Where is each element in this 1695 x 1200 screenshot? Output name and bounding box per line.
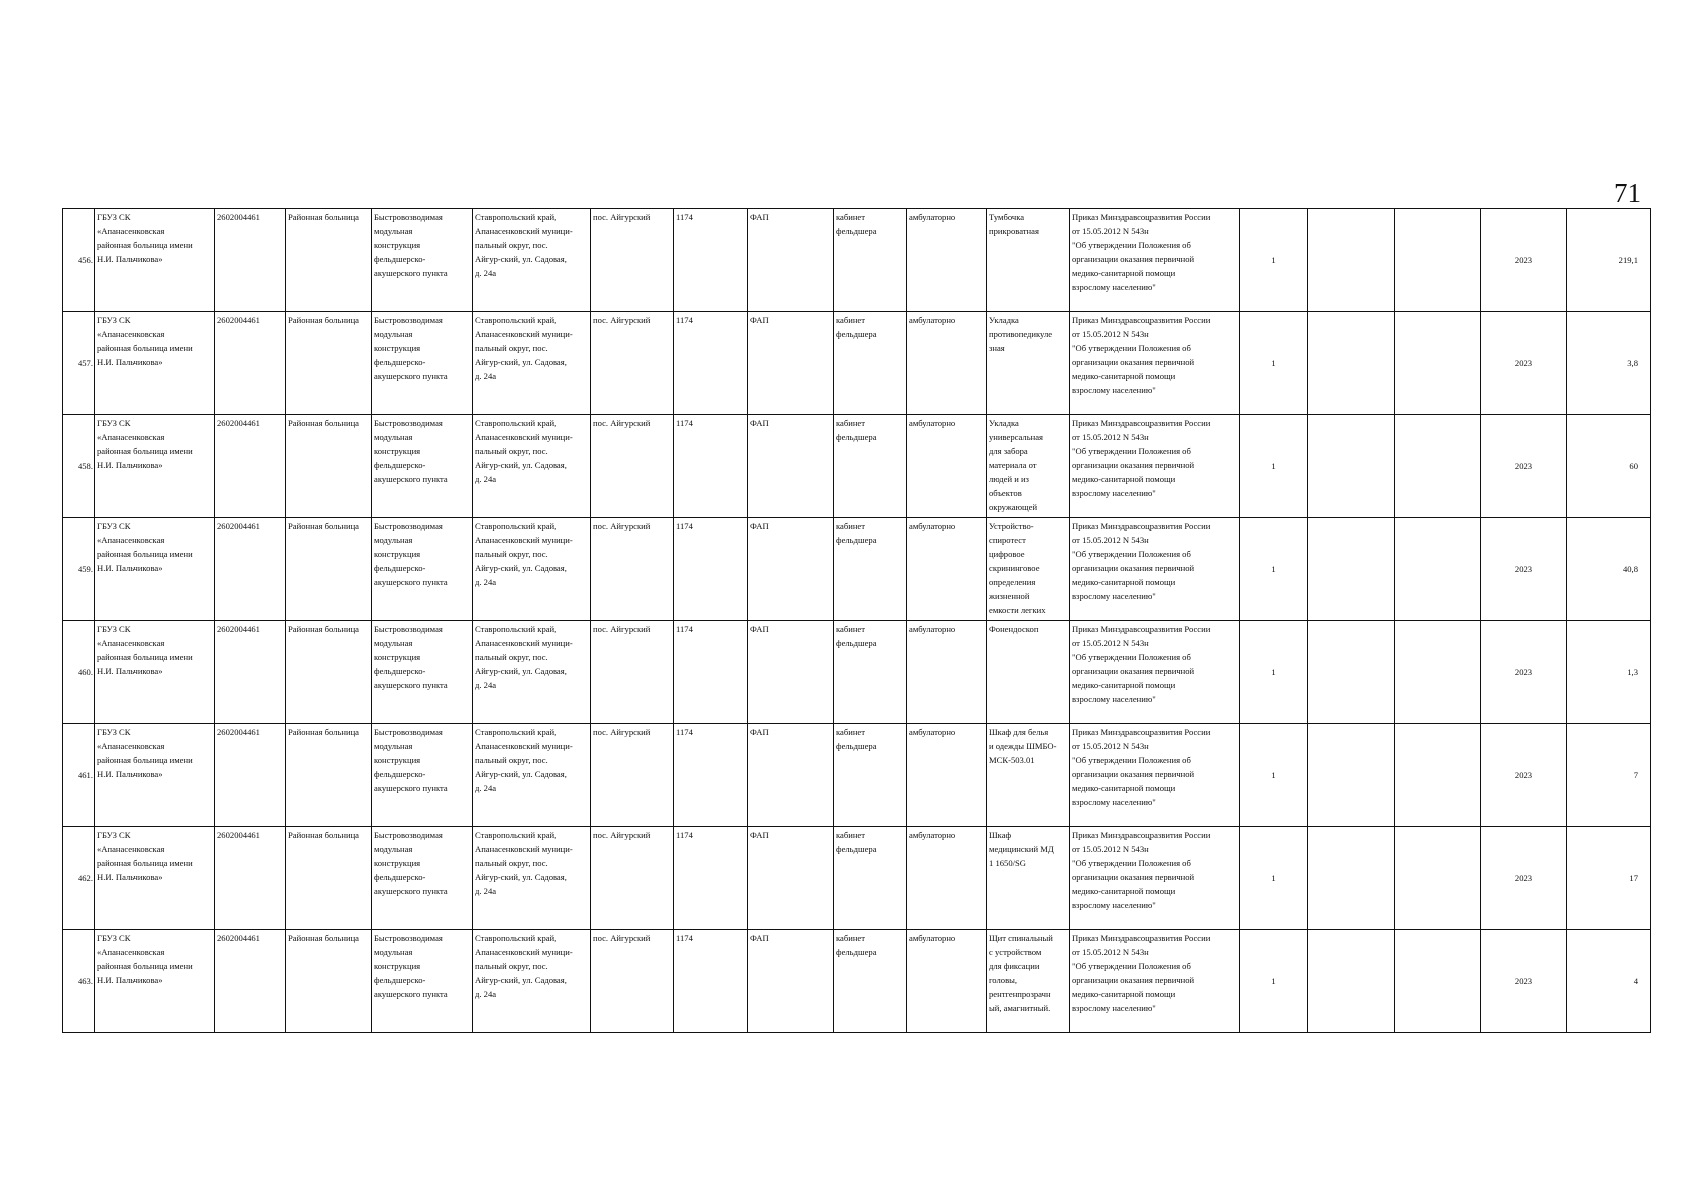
table-row [63, 518, 1651, 621]
inn-code: 2602004461 [215, 827, 286, 930]
empty-cell [1395, 518, 1481, 621]
table-row [63, 827, 1651, 930]
care-form: амбулаторно [907, 209, 987, 312]
empty-cell [1395, 209, 1481, 312]
table-row [63, 930, 1651, 1033]
quantity: 1 [1240, 930, 1308, 1033]
facility-address: Ставропольский край, Апанасенковский муници- пальный округ, пос. Айгур-ский, ул. Садовая, д. 24а [473, 827, 591, 930]
empty-cell [1308, 209, 1395, 312]
row-number: 462. [63, 827, 95, 930]
organization-name: ГБУЗ СК «Апанасенковская районная больница имени Н.И. Пальчикова» [95, 312, 215, 415]
empty-cell [1308, 415, 1395, 518]
inn-code: 2602004461 [215, 724, 286, 827]
equipment-name: Фонендоскоп [987, 621, 1070, 724]
equipment-name: Шкаф для белья и одежды ШМБО- МСК-503.01 [987, 724, 1070, 827]
population-count: 1174 [674, 415, 748, 518]
unit-type: ФАП [748, 518, 834, 621]
quantity: 1 [1240, 621, 1308, 724]
quantity: 1 [1240, 724, 1308, 827]
facility-object: Быстровозводимая модульная конструкция фельдшерско- акушерского пункта [372, 415, 473, 518]
settlement-name: пос. Айгурский [591, 518, 674, 621]
settlement-name: пос. Айгурский [591, 930, 674, 1033]
population-count: 1174 [674, 930, 748, 1033]
page-number: 71 [1614, 178, 1641, 208]
care-form: амбулаторно [907, 621, 987, 724]
population-count: 1174 [674, 312, 748, 415]
inn-code: 2602004461 [215, 621, 286, 724]
regulatory-order: Приказ Минздравсоцразвития России от 15.05.2012 N 543н "Об утверждении Положения об организации оказания первичной медико-санитарной помощи взрослому населению" [1070, 930, 1240, 1033]
room-name: кабинет фельдшера [834, 827, 907, 930]
organization-name: ГБУЗ СК «Апанасенковская районная больница имени Н.И. Пальчикова» [95, 930, 215, 1033]
organization-type: Районная больница [286, 312, 372, 415]
facility-object: Быстровозводимая модульная конструкция фельдшерско- акушерского пункта [372, 724, 473, 827]
equipment-name: Щит спинальный с устройством для фиксации головы, рентгенпрозрачн ый, амагнитный. [987, 930, 1070, 1033]
organization-type: Районная больница [286, 724, 372, 827]
empty-cell [1308, 621, 1395, 724]
settlement-name: пос. Айгурский [591, 827, 674, 930]
settlement-name: пос. Айгурский [591, 312, 674, 415]
facility-object: Быстровозводимая модульная конструкция фельдшерско- акушерского пункта [372, 930, 473, 1033]
table-row [63, 621, 1651, 724]
amount: 60 [1567, 415, 1651, 518]
care-form: амбулаторно [907, 930, 987, 1033]
facility-address: Ставропольский край, Апанасенковский муници- пальный округ, пос. Айгур-ский, ул. Садовая, д. 24а [473, 518, 591, 621]
row-number: 459. [63, 518, 95, 621]
unit-type: ФАП [748, 209, 834, 312]
equipment-registry-table [62, 208, 1651, 1033]
year: 2023 [1481, 415, 1567, 518]
regulatory-order: Приказ Минздравсоцразвития России от 15.05.2012 N 543н "Об утверждении Положения об организации оказания первичной медико-санитарной помощи взрослому населению" [1070, 209, 1240, 312]
regulatory-order: Приказ Минздравсоцразвития России от 15.05.2012 N 543н "Об утверждении Положения об организации оказания первичной медико-санитарной помощи взрослому населению" [1070, 724, 1240, 827]
care-form: амбулаторно [907, 724, 987, 827]
inn-code: 2602004461 [215, 415, 286, 518]
quantity: 1 [1240, 312, 1308, 415]
organization-type: Районная больница [286, 518, 372, 621]
equipment-name: Устройство- спиротест цифровое скрининговое определения жизненной емкости легких [987, 518, 1070, 621]
facility-address: Ставропольский край, Апанасенковский муници- пальный округ, пос. Айгур-ский, ул. Садовая, д. 24а [473, 621, 591, 724]
room-name: кабинет фельдшера [834, 209, 907, 312]
organization-name: ГБУЗ СК «Апанасенковская районная больница имени Н.И. Пальчикова» [95, 518, 215, 621]
room-name: кабинет фельдшера [834, 415, 907, 518]
empty-cell [1308, 827, 1395, 930]
facility-address: Ставропольский край, Апанасенковский муници- пальный округ, пос. Айгур-ский, ул. Садовая, д. 24а [473, 415, 591, 518]
quantity: 1 [1240, 518, 1308, 621]
row-number: 463. [63, 930, 95, 1033]
amount: 4 [1567, 930, 1651, 1033]
organization-type: Районная больница [286, 209, 372, 312]
row-number: 456. [63, 209, 95, 312]
year: 2023 [1481, 827, 1567, 930]
facility-object: Быстровозводимая модульная конструкция фельдшерско- акушерского пункта [372, 312, 473, 415]
organization-type: Районная больница [286, 415, 372, 518]
facility-object: Быстровозводимая модульная конструкция фельдшерско- акушерского пункта [372, 827, 473, 930]
care-form: амбулаторно [907, 827, 987, 930]
room-name: кабинет фельдшера [834, 621, 907, 724]
year: 2023 [1481, 312, 1567, 415]
empty-cell [1395, 415, 1481, 518]
settlement-name: пос. Айгурский [591, 724, 674, 827]
regulatory-order: Приказ Минздравсоцразвития России от 15.05.2012 N 543н "Об утверждении Положения об организации оказания первичной медико-санитарной помощи взрослому населению" [1070, 621, 1240, 724]
care-form: амбулаторно [907, 312, 987, 415]
year: 2023 [1481, 209, 1567, 312]
empty-cell [1395, 827, 1481, 930]
organization-type: Районная больница [286, 930, 372, 1033]
unit-type: ФАП [748, 415, 834, 518]
regulatory-order: Приказ Минздравсоцразвития России от 15.05.2012 N 543н "Об утверждении Положения об организации оказания первичной медико-санитарной помощи взрослому населению" [1070, 518, 1240, 621]
organization-name: ГБУЗ СК «Апанасенковская районная больница имени Н.И. Пальчикова» [95, 827, 215, 930]
settlement-name: пос. Айгурский [591, 415, 674, 518]
population-count: 1174 [674, 724, 748, 827]
quantity: 1 [1240, 827, 1308, 930]
amount: 3,8 [1567, 312, 1651, 415]
room-name: кабинет фельдшера [834, 930, 907, 1033]
population-count: 1174 [674, 518, 748, 621]
room-name: кабинет фельдшера [834, 518, 907, 621]
table-row [63, 415, 1651, 518]
amount: 40,8 [1567, 518, 1651, 621]
population-count: 1174 [674, 827, 748, 930]
empty-cell [1308, 518, 1395, 621]
empty-cell [1395, 312, 1481, 415]
facility-address: Ставропольский край, Апанасенковский муници- пальный округ, пос. Айгур-ский, ул. Садовая, д. 24а [473, 724, 591, 827]
amount: 7 [1567, 724, 1651, 827]
empty-cell [1308, 312, 1395, 415]
population-count: 1174 [674, 621, 748, 724]
row-number: 457. [63, 312, 95, 415]
year: 2023 [1481, 930, 1567, 1033]
year: 2023 [1481, 518, 1567, 621]
inn-code: 2602004461 [215, 312, 286, 415]
regulatory-order: Приказ Минздравсоцразвития России от 15.05.2012 N 543н "Об утверждении Положения об организации оказания первичной медико-санитарной помощи взрослому населению" [1070, 827, 1240, 930]
empty-cell [1395, 930, 1481, 1033]
facility-object: Быстровозводимая модульная конструкция фельдшерско- акушерского пункта [372, 518, 473, 621]
organization-type: Районная больница [286, 621, 372, 724]
facility-address: Ставропольский край, Апанасенковский муници- пальный округ, пос. Айгур-ский, ул. Садовая, д. 24а [473, 209, 591, 312]
equipment-name: Укладка противопедикуле зная [987, 312, 1070, 415]
organization-name: ГБУЗ СК «Апанасенковская районная больница имени Н.И. Пальчикова» [95, 724, 215, 827]
room-name: кабинет фельдшера [834, 724, 907, 827]
year: 2023 [1481, 621, 1567, 724]
table-row [63, 724, 1651, 827]
row-number: 460. [63, 621, 95, 724]
regulatory-order: Приказ Минздравсоцразвития России от 15.05.2012 N 543н "Об утверждении Положения об организации оказания первичной медико-санитарной помощи взрослому населению" [1070, 415, 1240, 518]
unit-type: ФАП [748, 827, 834, 930]
table-row [63, 209, 1651, 312]
year: 2023 [1481, 724, 1567, 827]
facility-object: Быстровозводимая модульная конструкция фельдшерско- акушерского пункта [372, 209, 473, 312]
row-number: 458. [63, 415, 95, 518]
settlement-name: пос. Айгурский [591, 621, 674, 724]
inn-code: 2602004461 [215, 930, 286, 1033]
empty-cell [1308, 724, 1395, 827]
room-name: кабинет фельдшера [834, 312, 907, 415]
organization-name: ГБУЗ СК «Апанасенковская районная больница имени Н.И. Пальчикова» [95, 621, 215, 724]
equipment-name: Шкаф медицинский МД 1 1650/SG [987, 827, 1070, 930]
amount: 17 [1567, 827, 1651, 930]
facility-object: Быстровозводимая модульная конструкция фельдшерско- акушерского пункта [372, 621, 473, 724]
empty-cell [1395, 621, 1481, 724]
empty-cell [1395, 724, 1481, 827]
empty-cell [1308, 930, 1395, 1033]
population-count: 1174 [674, 209, 748, 312]
regulatory-order: Приказ Минздравсоцразвития России от 15.05.2012 N 543н "Об утверждении Положения об организации оказания первичной медико-санитарной помощи взрослому населению" [1070, 312, 1240, 415]
quantity: 1 [1240, 415, 1308, 518]
unit-type: ФАП [748, 621, 834, 724]
table-row [63, 312, 1651, 415]
amount: 219,1 [1567, 209, 1651, 312]
quantity: 1 [1240, 209, 1308, 312]
facility-address: Ставропольский край, Апанасенковский муници- пальный округ, пос. Айгур-ский, ул. Садовая, д. 24а [473, 312, 591, 415]
equipment-name: Укладка универсальная для забора материала от людей и из объектов окружающей [987, 415, 1070, 518]
row-number: 461. [63, 724, 95, 827]
inn-code: 2602004461 [215, 209, 286, 312]
organization-name: ГБУЗ СК «Апанасенковская районная больница имени Н.И. Пальчикова» [95, 415, 215, 518]
unit-type: ФАП [748, 312, 834, 415]
facility-address: Ставропольский край, Апанасенковский муници- пальный округ, пос. Айгур-ский, ул. Садовая, д. 24а [473, 930, 591, 1033]
organization-name: ГБУЗ СК «Апанасенковская районная больница имени Н.И. Пальчикова» [95, 209, 215, 312]
settlement-name: пос. Айгурский [591, 209, 674, 312]
unit-type: ФАП [748, 930, 834, 1033]
care-form: амбулаторно [907, 518, 987, 621]
equipment-name: Тумбочка прикроватная [987, 209, 1070, 312]
organization-type: Районная больница [286, 827, 372, 930]
inn-code: 2602004461 [215, 518, 286, 621]
unit-type: ФАП [748, 724, 834, 827]
amount: 1,3 [1567, 621, 1651, 724]
care-form: амбулаторно [907, 415, 987, 518]
